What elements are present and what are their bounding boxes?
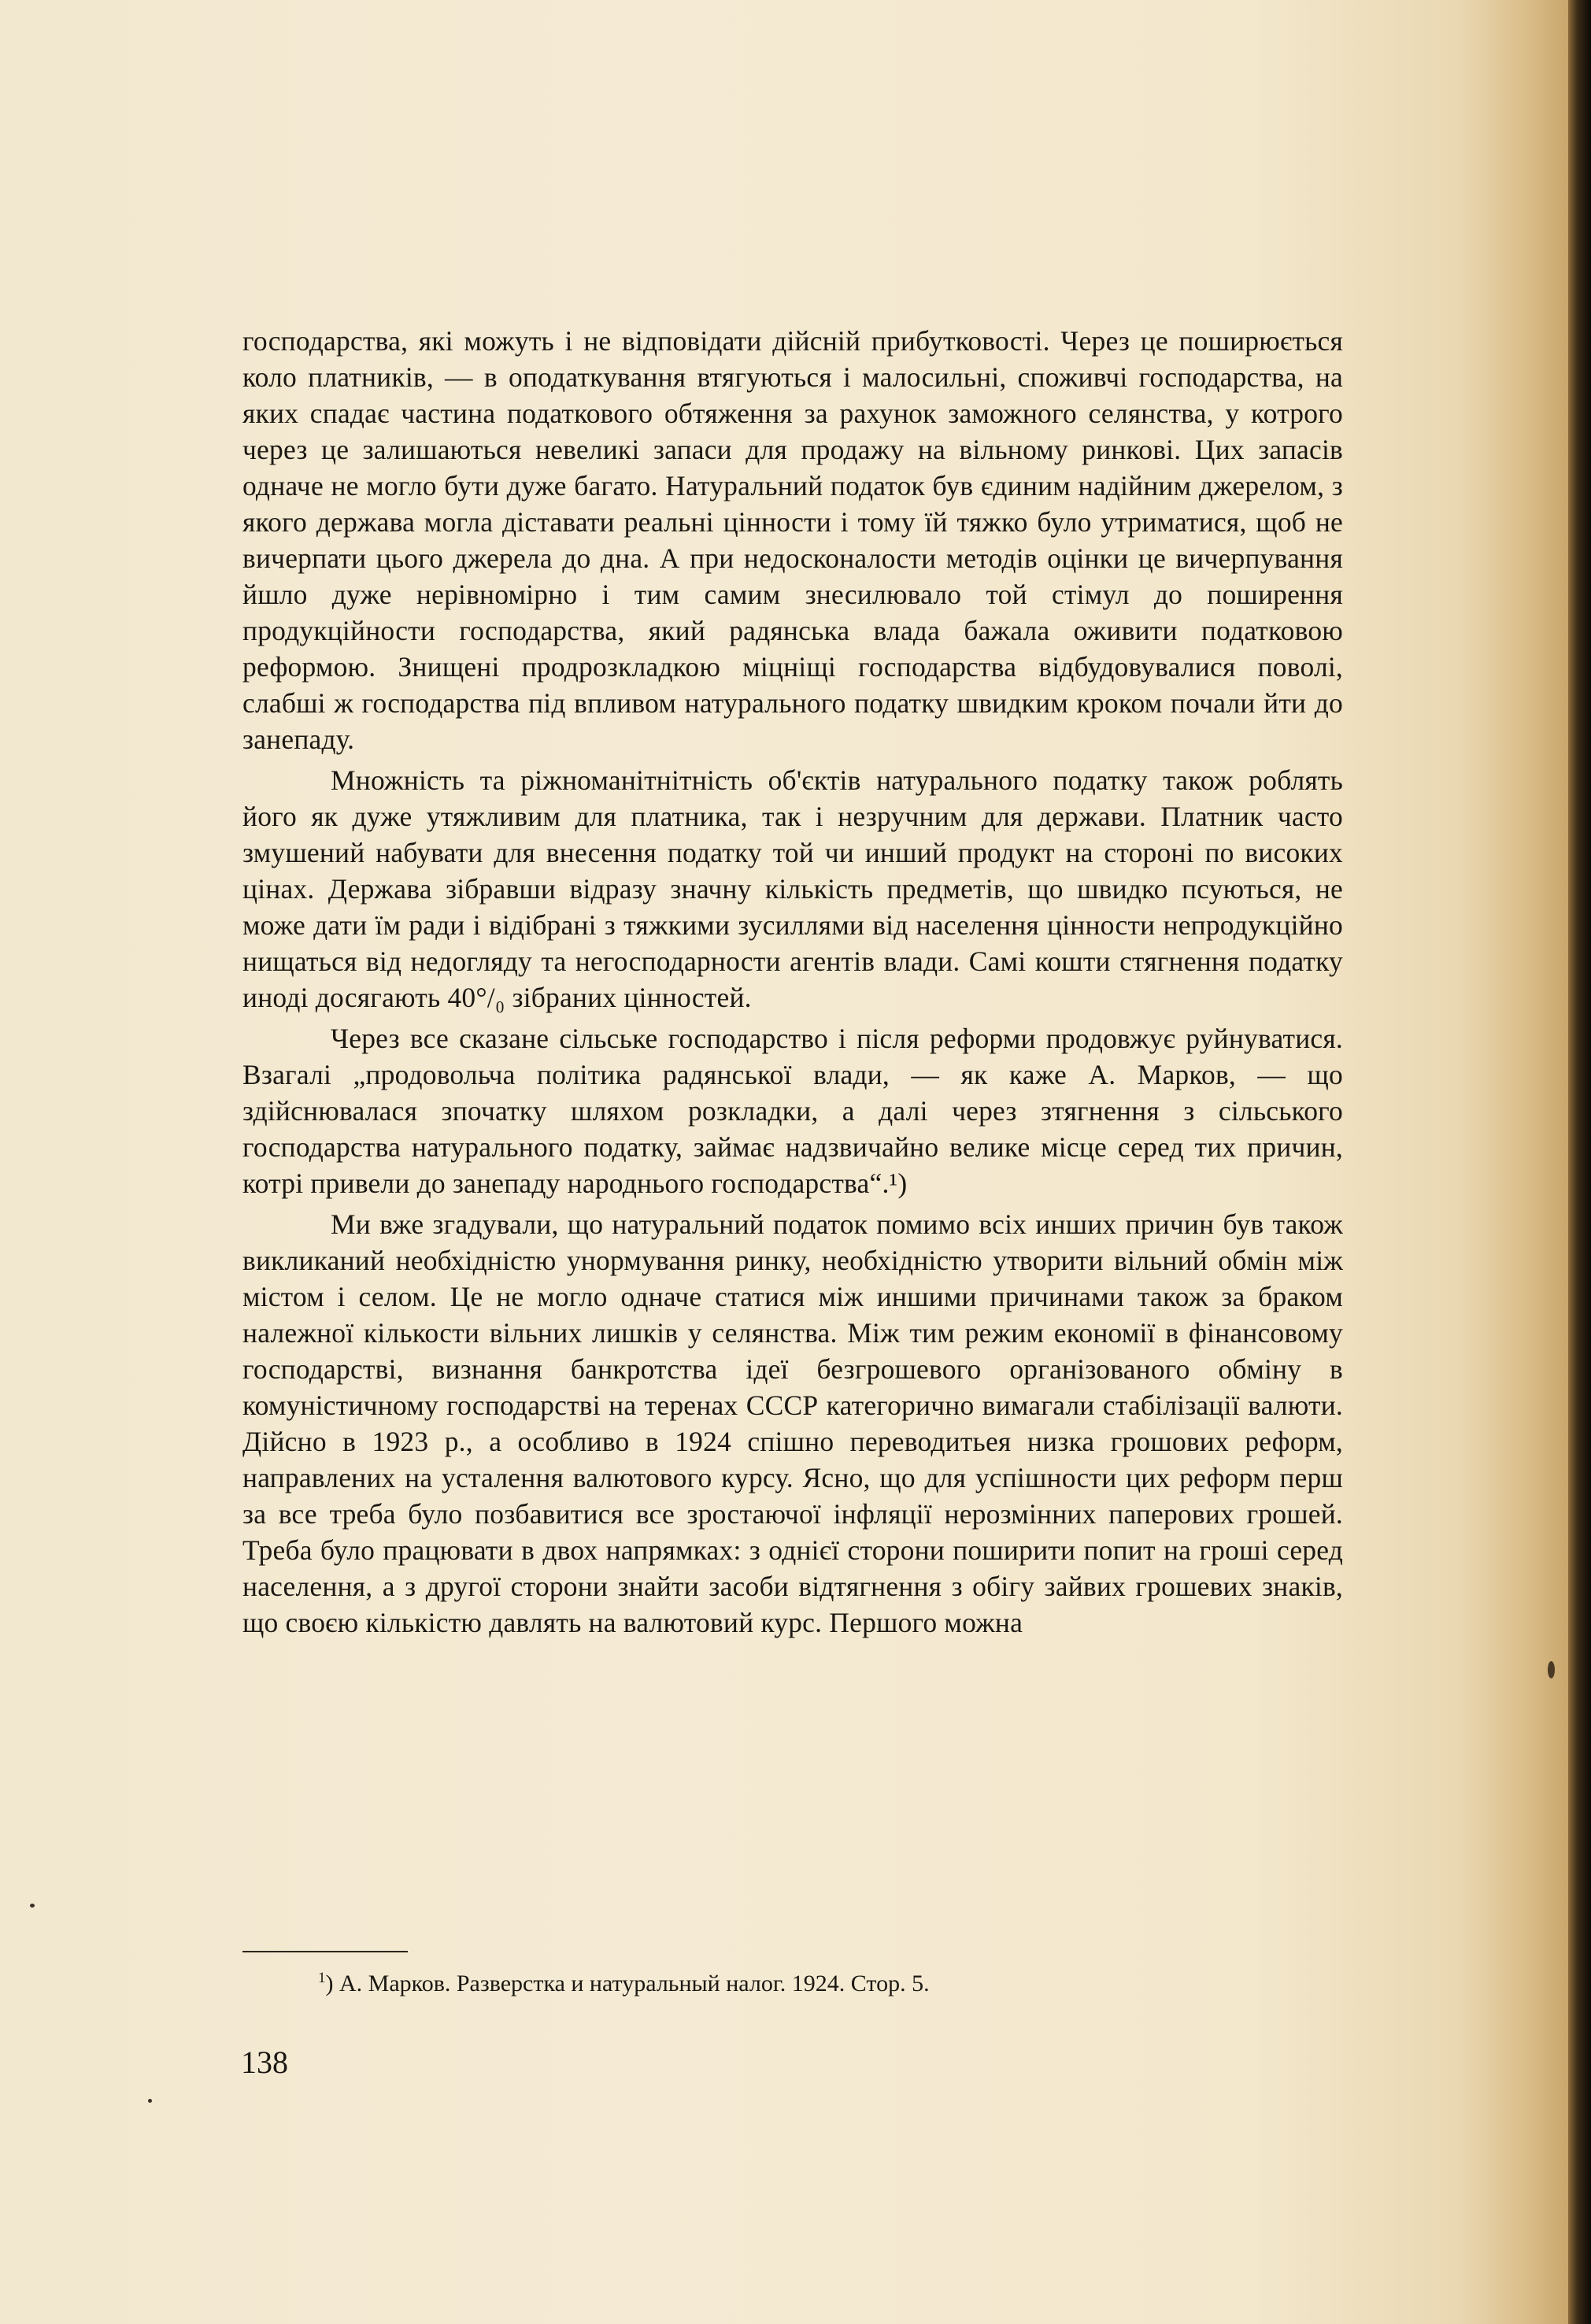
paragraph: Ми вже згадували, що натуральний податок помимо всіх инших причин був також викликаний необхідністю унормування ринку, необхідністю утворити вільний обмін між містом і селом. Це не могло одначе статися між иншими причинами також за браком належної кількости вільних лишків у селянства. Між тим режим економії в фінансовому господарстві, визнання банкротства ідеї безгрошевого організованого обміну в комуністичному господарстві на теренах СССР категорично вимагали стабілізації валюти. Дійсно в 1923 р., а особливо в 1924 спішно переводитьея низка грошових реформ, направлених на усталення валютового курсу. Ясно, що для успішности цих реформ перш за все треба було позбавитися все зростаючої інфляції нерозмінних паперових грошей. Треба було працювати в двох напрямках: з однієї сторони поширити попит на гроші серед населення, а з другої сторони знайти засоби відтягнення з обігу зайвих грошевих знаків, що своєю кількістю давлять на валютовий курс. Першого можна: [242, 1208, 1343, 1638]
body-text: [242, 323, 1343, 1641]
paragraph: Множність та ріжноманітнітність об'єктів натурального податку також роблять його як дуже утяжливим для платника, так і незручним для держави. Платник часто змушений набувати для внесення податку той чи инший продукт на стороні по високих цінах. Держава зібравши відразу значну кількість предметів, що швидко псуються, не може дати їм ради і відібрані з тяжкими зусиллями від населення цінности непродукційно нищаться від недогляду та негосподарности агентів влади. Самі кошти стягнення податку иноді досягають 40°/₀ зібраних цінностей.: [242, 764, 1343, 1013]
paper-speck: [148, 2099, 152, 2103]
footnote: [318, 1968, 930, 2000]
page-edge-shadow: [1568, 0, 1591, 2324]
footnote-marker: 1: [318, 1970, 326, 1986]
footnote-text: ) А. Марков. Разверстка и натуральный налог. 1924. Стор. 5.: [325, 1971, 930, 1996]
footnote-separator: [242, 1951, 408, 1952]
paragraph: господарства, які можуть і не відповідати дійсній прибутковості. Через це поширюється коло платників, — в оподаткування втягуються і малосильні, споживчі господарства, на яких спадає частина податкового обтяження за рахунок заможного селянства, у котрого через це залишаються невеликі запаси для продажу на вільному ринкові. Цих запасів одначе не могло бути дуже багато. Натуральний податок був єдиним надійним джерелом, з якого держава могла діставати реальні цінности і тому їй тяжко було утриматися, щоб не вичерпати цього джерела до дна. А при недосконалости методів оцінки це вичерпування йшло дуже нерівномірно і тим самим знесилювало той стімул до поширення продукційности господарства, який радянська влада бажала оживити податковою реформою. Знищені продрозкладкою міцніщі господарства відбудовувалися поволі, слабші ж господарства під впливом натурального податку швидким кроком почали йти до занепаду.: [242, 325, 1343, 755]
paper-speck: [30, 1904, 35, 1908]
page-number: 138: [241, 2045, 288, 2080]
paragraph: Через все сказане сільське господарство і після реформи продовжує руйнуватися. Взагалі „продовольча політика радянської влади, — як каже А. Марков, — що здійснювалася зпочатку шляхом розкладки, а далі через зтягнення з сільського господарства натурального податку, займає надзвичайно велике місце серед тих причин, котрі привели до занепаду народнього господарства“.¹): [242, 1023, 1343, 1199]
paper-speck: [1548, 1661, 1555, 1678]
